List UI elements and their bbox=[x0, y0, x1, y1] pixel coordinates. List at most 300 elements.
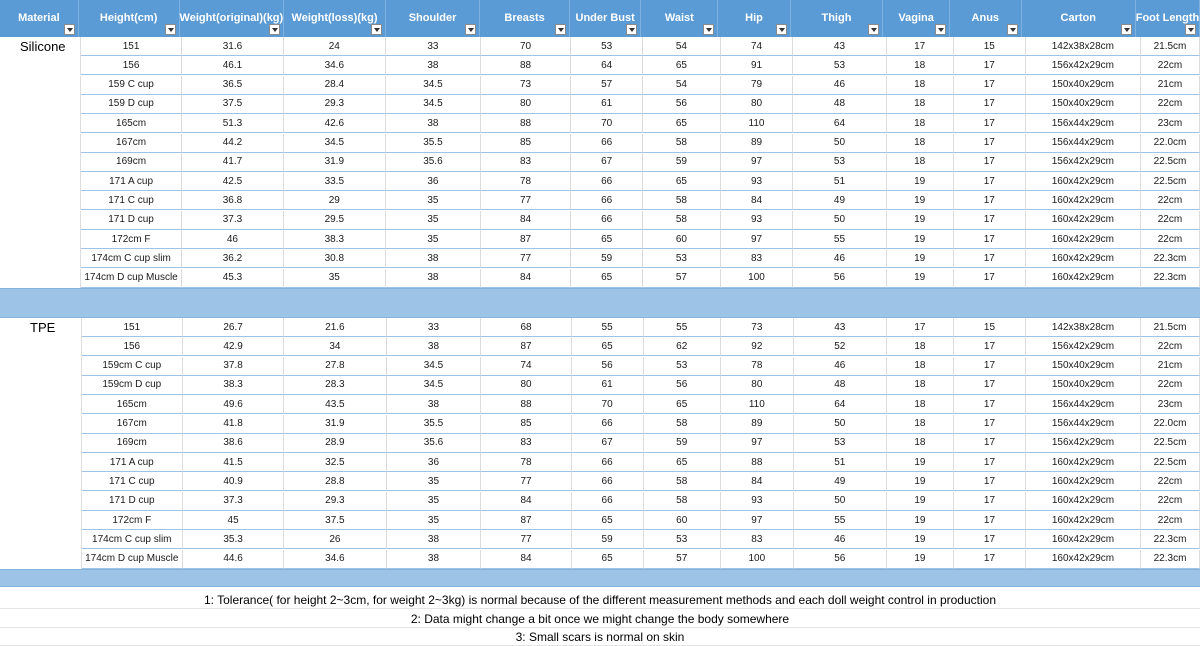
cell-foot-length: 22.5cm bbox=[1141, 172, 1200, 191]
cell-waist: 57 bbox=[643, 269, 720, 288]
table-row bbox=[0, 530, 1200, 549]
material-cell: TPE bbox=[0, 318, 82, 337]
cell-weight-original-kg: 45.3 bbox=[182, 269, 283, 288]
cell-breasts: 77 bbox=[481, 191, 571, 210]
cell-vagina: 18 bbox=[887, 153, 954, 172]
cell-hip: 84 bbox=[721, 191, 794, 210]
cell-weight-loss-kg: 29.3 bbox=[284, 492, 386, 511]
cell-weight-original-kg: 41.8 bbox=[183, 415, 284, 434]
cell-vagina: 19 bbox=[887, 269, 954, 288]
cell-shoulder: 38 bbox=[387, 337, 482, 356]
cell-shoulder: 34.5 bbox=[387, 357, 482, 376]
header-label: Height(cm) bbox=[99, 12, 158, 24]
cell-shoulder: 35 bbox=[387, 492, 482, 511]
cell-shoulder: 38 bbox=[386, 249, 481, 268]
table-row bbox=[0, 318, 1200, 337]
table-row bbox=[0, 376, 1200, 395]
cell-thigh: 46 bbox=[794, 530, 887, 549]
header-weight-original-kg bbox=[180, 0, 285, 37]
cell-weight-original-kg: 51.3 bbox=[182, 114, 283, 133]
cell-under-bust: 56 bbox=[572, 357, 644, 376]
filter-dropdown-icon[interactable] bbox=[703, 24, 714, 35]
filter-dropdown-icon[interactable] bbox=[776, 24, 787, 35]
cell-shoulder: 38 bbox=[386, 269, 481, 288]
cell-shoulder: 34.5 bbox=[386, 95, 481, 114]
material-cell bbox=[0, 191, 81, 210]
cell-waist: 60 bbox=[644, 511, 721, 530]
cell-vagina: 18 bbox=[887, 56, 954, 75]
cell-waist: 56 bbox=[643, 95, 720, 114]
cell-height-cm: 167cm bbox=[82, 415, 183, 434]
cell-breasts: 80 bbox=[481, 376, 571, 395]
table-row bbox=[0, 472, 1200, 491]
cell-breasts: 70 bbox=[481, 37, 571, 56]
cell-carton: 160x42x29cm bbox=[1026, 550, 1141, 569]
header-waist bbox=[641, 0, 718, 37]
cell-height-cm: 156 bbox=[82, 337, 183, 356]
cell-under-bust: 70 bbox=[571, 114, 643, 133]
cell-weight-loss-kg: 30.8 bbox=[284, 249, 386, 268]
cell-anus: 17 bbox=[954, 269, 1026, 288]
cell-shoulder: 34.5 bbox=[387, 376, 482, 395]
cell-foot-length: 22.0cm bbox=[1141, 415, 1200, 434]
table-row bbox=[0, 191, 1200, 210]
cell-weight-loss-kg: 26 bbox=[284, 530, 386, 549]
material-cell bbox=[0, 492, 82, 511]
cell-thigh: 64 bbox=[794, 395, 887, 414]
cell-hip: 92 bbox=[721, 337, 794, 356]
cell-vagina: 19 bbox=[887, 230, 954, 249]
cell-height-cm: 165cm bbox=[82, 395, 183, 414]
cell-anus: 17 bbox=[954, 453, 1026, 472]
cell-hip: 80 bbox=[721, 95, 794, 114]
cell-breasts: 88 bbox=[481, 56, 571, 75]
cell-hip: 100 bbox=[721, 550, 794, 569]
header-anus bbox=[950, 0, 1021, 37]
cell-weight-loss-kg: 27.8 bbox=[284, 357, 386, 376]
cell-anus: 17 bbox=[954, 415, 1026, 434]
cell-shoulder: 35 bbox=[386, 211, 481, 230]
cell-weight-original-kg: 44.2 bbox=[182, 134, 283, 153]
cell-waist: 58 bbox=[643, 191, 720, 210]
cell-under-bust: 61 bbox=[571, 95, 643, 114]
material-cell bbox=[0, 415, 82, 434]
cell-thigh: 64 bbox=[793, 114, 886, 133]
cell-breasts: 80 bbox=[481, 95, 571, 114]
cell-foot-length: 21.5cm bbox=[1141, 318, 1200, 337]
table-row bbox=[0, 453, 1200, 472]
cell-anus: 17 bbox=[954, 434, 1026, 453]
cell-anus: 17 bbox=[954, 95, 1026, 114]
table-row bbox=[0, 434, 1200, 453]
cell-anus: 15 bbox=[954, 37, 1026, 56]
cell-height-cm: 171 D cup bbox=[82, 492, 183, 511]
cell-shoulder: 33 bbox=[386, 37, 481, 56]
cell-thigh: 50 bbox=[794, 492, 887, 511]
cell-thigh: 53 bbox=[794, 434, 887, 453]
cell-breasts: 77 bbox=[481, 472, 571, 491]
cell-height-cm: 172cm F bbox=[82, 511, 183, 530]
cell-carton: 150x40x29cm bbox=[1026, 357, 1141, 376]
cell-hip: 78 bbox=[721, 357, 794, 376]
cell-waist: 65 bbox=[644, 453, 721, 472]
cell-foot-length: 21cm bbox=[1141, 76, 1200, 95]
cell-weight-original-kg: 45 bbox=[183, 511, 284, 530]
cell-thigh: 46 bbox=[793, 249, 886, 268]
cell-weight-original-kg: 37.5 bbox=[182, 95, 283, 114]
material-cell bbox=[0, 134, 81, 153]
cell-thigh: 53 bbox=[793, 153, 886, 172]
cell-breasts: 88 bbox=[481, 395, 571, 414]
cell-weight-loss-kg: 29.3 bbox=[284, 95, 386, 114]
header-label: Vagina bbox=[898, 12, 934, 24]
note-line: 1: Tolerance( for height 2~3cm, for weight 2~3kg) is normal because of the different measurement methods and each doll weight control in production bbox=[0, 591, 1200, 609]
cell-vagina: 19 bbox=[887, 492, 954, 511]
cell-hip: 79 bbox=[721, 76, 794, 95]
header-foot-length bbox=[1136, 0, 1200, 37]
cell-waist: 58 bbox=[644, 415, 721, 434]
table-row bbox=[0, 550, 1200, 569]
table-row bbox=[0, 172, 1200, 191]
cell-anus: 17 bbox=[954, 76, 1026, 95]
cell-shoulder: 35 bbox=[387, 511, 482, 530]
cell-thigh: 46 bbox=[793, 76, 886, 95]
table-row bbox=[0, 357, 1200, 376]
cell-breasts: 77 bbox=[481, 530, 571, 549]
header-under-bust bbox=[570, 0, 641, 37]
cell-weight-original-kg: 35.3 bbox=[183, 530, 284, 549]
table-row bbox=[0, 76, 1200, 95]
cell-carton: 160x42x29cm bbox=[1026, 230, 1141, 249]
cell-under-bust: 66 bbox=[572, 453, 644, 472]
cell-vagina: 19 bbox=[887, 472, 954, 491]
cell-waist: 56 bbox=[644, 376, 721, 395]
cell-height-cm: 169cm bbox=[81, 153, 182, 172]
cell-foot-length: 22cm bbox=[1141, 56, 1200, 75]
cell-vagina: 18 bbox=[887, 434, 954, 453]
cell-foot-length: 23cm bbox=[1141, 114, 1200, 133]
cell-hip: 110 bbox=[721, 395, 794, 414]
cell-weight-loss-kg: 31.9 bbox=[284, 153, 386, 172]
cell-breasts: 78 bbox=[481, 172, 571, 191]
cell-shoulder: 38 bbox=[386, 114, 481, 133]
cell-weight-loss-kg: 28.9 bbox=[284, 434, 386, 453]
cell-under-bust: 65 bbox=[571, 230, 643, 249]
filter-dropdown-icon[interactable] bbox=[165, 24, 176, 35]
cell-weight-original-kg: 46.1 bbox=[182, 56, 283, 75]
header-row bbox=[0, 0, 1200, 37]
note-line: 3: Small scars is normal on skin bbox=[0, 628, 1200, 646]
cell-hip: 88 bbox=[721, 453, 794, 472]
cell-carton: 156x42x29cm bbox=[1026, 153, 1141, 172]
table-row bbox=[0, 415, 1200, 434]
cell-vagina: 19 bbox=[887, 249, 954, 268]
cell-height-cm: 174cm C cup slim bbox=[82, 530, 183, 549]
material-cell: Silicone bbox=[0, 37, 81, 56]
cell-height-cm: 165cm bbox=[81, 114, 182, 133]
cell-thigh: 49 bbox=[794, 472, 887, 491]
cell-weight-loss-kg: 31.9 bbox=[284, 415, 386, 434]
cell-weight-loss-kg: 34.6 bbox=[284, 550, 386, 569]
cell-weight-original-kg: 40.9 bbox=[183, 472, 284, 491]
cell-waist: 59 bbox=[644, 434, 721, 453]
cell-waist: 54 bbox=[643, 76, 720, 95]
filter-dropdown-icon[interactable] bbox=[555, 24, 566, 35]
header-shoulder bbox=[386, 0, 480, 37]
cell-under-bust: 66 bbox=[571, 172, 643, 191]
material-cell bbox=[0, 211, 81, 230]
header-breasts bbox=[480, 0, 570, 37]
header-label: Hip bbox=[745, 12, 763, 24]
section-separator bbox=[0, 569, 1200, 587]
cell-under-bust: 64 bbox=[571, 56, 643, 75]
filter-dropdown-icon[interactable] bbox=[269, 24, 280, 35]
cell-height-cm: 174cm D cup Muscle bbox=[82, 550, 183, 569]
header-weight-loss-kg bbox=[284, 0, 386, 37]
cell-waist: 57 bbox=[644, 550, 721, 569]
cell-under-bust: 67 bbox=[572, 434, 644, 453]
cell-hip: 97 bbox=[721, 511, 794, 530]
cell-vagina: 19 bbox=[887, 530, 954, 549]
cell-thigh: 52 bbox=[794, 337, 887, 356]
filter-dropdown-icon[interactable] bbox=[1007, 24, 1018, 35]
cell-anus: 17 bbox=[954, 337, 1026, 356]
header-label: Thigh bbox=[821, 12, 852, 24]
material-cell bbox=[0, 76, 81, 95]
material-cell bbox=[0, 337, 82, 356]
note-line: 2: Data might change a bit once we might change the body somewhere bbox=[0, 610, 1200, 628]
cell-carton: 156x42x29cm bbox=[1026, 434, 1141, 453]
cell-height-cm: 159cm C cup bbox=[82, 357, 183, 376]
cell-vagina: 19 bbox=[887, 191, 954, 210]
cell-foot-length: 22cm bbox=[1141, 191, 1200, 210]
cell-weight-loss-kg: 34.5 bbox=[284, 134, 386, 153]
cell-under-bust: 65 bbox=[572, 511, 644, 530]
cell-breasts: 83 bbox=[481, 434, 571, 453]
cell-anus: 17 bbox=[954, 550, 1026, 569]
cell-weight-loss-kg: 34 bbox=[284, 337, 386, 356]
cell-thigh: 43 bbox=[793, 37, 886, 56]
cell-height-cm: 171 A cup bbox=[82, 453, 183, 472]
material-cell bbox=[0, 376, 82, 395]
cell-hip: 83 bbox=[721, 530, 794, 549]
filter-dropdown-icon[interactable] bbox=[371, 24, 382, 35]
cell-vagina: 17 bbox=[887, 37, 954, 56]
table-row bbox=[0, 95, 1200, 114]
cell-foot-length: 22cm bbox=[1141, 95, 1200, 114]
cell-thigh: 50 bbox=[793, 134, 886, 153]
filter-dropdown-icon[interactable] bbox=[868, 24, 879, 35]
header-label: Carton bbox=[1060, 12, 1096, 24]
cell-under-bust: 66 bbox=[571, 191, 643, 210]
cell-anus: 17 bbox=[954, 492, 1026, 511]
material-cell bbox=[0, 269, 81, 288]
header-thigh bbox=[791, 0, 884, 37]
header-label: Under Bust bbox=[575, 12, 635, 24]
cell-weight-loss-kg: 29 bbox=[284, 191, 386, 210]
material-cell bbox=[0, 172, 81, 191]
cell-hip: 84 bbox=[721, 472, 794, 491]
cell-under-bust: 65 bbox=[571, 269, 643, 288]
cell-thigh: 55 bbox=[794, 511, 887, 530]
cell-height-cm: 171 C cup bbox=[82, 472, 183, 491]
cell-height-cm: 151 bbox=[82, 318, 183, 337]
cell-breasts: 77 bbox=[481, 249, 571, 268]
cell-vagina: 17 bbox=[887, 318, 954, 337]
cell-breasts: 78 bbox=[481, 453, 571, 472]
cell-vagina: 18 bbox=[887, 376, 954, 395]
header-label: Anus bbox=[971, 12, 1000, 24]
cell-carton: 142x38x28cm bbox=[1026, 318, 1141, 337]
cell-under-bust: 66 bbox=[571, 134, 643, 153]
cell-breasts: 68 bbox=[481, 318, 571, 337]
filter-dropdown-icon[interactable] bbox=[465, 24, 476, 35]
cell-thigh: 56 bbox=[794, 550, 887, 569]
cell-under-bust: 65 bbox=[572, 550, 644, 569]
cell-thigh: 51 bbox=[793, 172, 886, 191]
cell-height-cm: 174cm C cup slim bbox=[81, 249, 182, 268]
cell-thigh: 53 bbox=[793, 56, 886, 75]
cell-hip: 89 bbox=[721, 134, 794, 153]
cell-foot-length: 22.3cm bbox=[1141, 249, 1200, 268]
material-cell bbox=[0, 230, 81, 249]
cell-waist: 53 bbox=[644, 357, 721, 376]
cell-weight-loss-kg: 37.5 bbox=[284, 511, 386, 530]
cell-height-cm: 159 C cup bbox=[81, 76, 182, 95]
cell-vagina: 19 bbox=[887, 172, 954, 191]
cell-vagina: 18 bbox=[887, 114, 954, 133]
cell-anus: 17 bbox=[954, 56, 1026, 75]
cell-carton: 150x40x29cm bbox=[1026, 376, 1141, 395]
cell-weight-loss-kg: 24 bbox=[284, 37, 386, 56]
cell-shoulder: 38 bbox=[387, 530, 482, 549]
cell-shoulder: 35.5 bbox=[386, 134, 481, 153]
cell-thigh: 49 bbox=[793, 191, 886, 210]
cell-hip: 97 bbox=[721, 230, 794, 249]
cell-weight-loss-kg: 35 bbox=[284, 269, 386, 288]
cell-carton: 160x42x29cm bbox=[1026, 453, 1141, 472]
cell-weight-original-kg: 37.3 bbox=[182, 211, 283, 230]
cell-shoulder: 38 bbox=[386, 56, 481, 75]
cell-under-bust: 70 bbox=[572, 395, 644, 414]
cell-breasts: 84 bbox=[481, 211, 571, 230]
cell-waist: 62 bbox=[644, 337, 721, 356]
cell-under-bust: 66 bbox=[571, 211, 643, 230]
cell-shoulder: 38 bbox=[387, 550, 482, 569]
cell-foot-length: 22cm bbox=[1141, 230, 1200, 249]
header-label: Breasts bbox=[504, 12, 545, 24]
table-row bbox=[0, 153, 1200, 172]
cell-anus: 17 bbox=[954, 134, 1026, 153]
cell-carton: 150x40x29cm bbox=[1026, 76, 1141, 95]
table-row bbox=[0, 395, 1200, 414]
cell-waist: 58 bbox=[643, 134, 720, 153]
filter-dropdown-icon[interactable] bbox=[626, 24, 637, 35]
cell-weight-original-kg: 37.8 bbox=[183, 357, 284, 376]
cell-weight-loss-kg: 28.8 bbox=[284, 472, 386, 491]
cell-under-bust: 53 bbox=[571, 37, 643, 56]
cell-weight-loss-kg: 28.3 bbox=[284, 376, 386, 395]
header-hip bbox=[718, 0, 790, 37]
table-row bbox=[0, 269, 1200, 288]
cell-carton: 150x40x29cm bbox=[1026, 95, 1141, 114]
cell-foot-length: 22.3cm bbox=[1141, 269, 1200, 288]
cell-shoulder: 34.5 bbox=[386, 76, 481, 95]
filter-dropdown-icon[interactable] bbox=[1121, 24, 1132, 35]
cell-breasts: 84 bbox=[481, 550, 571, 569]
cell-under-bust: 57 bbox=[571, 76, 643, 95]
cell-anus: 17 bbox=[954, 211, 1026, 230]
cell-weight-original-kg: 41.7 bbox=[182, 153, 283, 172]
cell-vagina: 18 bbox=[887, 337, 954, 356]
filter-dropdown-icon[interactable] bbox=[935, 24, 946, 35]
cell-anus: 17 bbox=[954, 230, 1026, 249]
table-row bbox=[0, 511, 1200, 530]
cell-height-cm: 159cm D cup bbox=[82, 376, 183, 395]
cell-hip: 93 bbox=[721, 211, 794, 230]
header-label: Weight(loss)(kg) bbox=[291, 12, 378, 24]
cell-anus: 17 bbox=[954, 153, 1026, 172]
cell-waist: 59 bbox=[643, 153, 720, 172]
cell-vagina: 19 bbox=[887, 453, 954, 472]
table-row bbox=[0, 56, 1200, 75]
cell-anus: 17 bbox=[954, 114, 1026, 133]
filter-dropdown-icon[interactable] bbox=[64, 24, 75, 35]
cell-carton: 156x42x29cm bbox=[1026, 56, 1141, 75]
cell-thigh: 46 bbox=[794, 357, 887, 376]
cell-carton: 160x42x29cm bbox=[1026, 269, 1141, 288]
material-cell bbox=[0, 511, 82, 530]
cell-height-cm: 171 A cup bbox=[81, 172, 182, 191]
cell-foot-length: 22.3cm bbox=[1141, 550, 1200, 569]
cell-thigh: 50 bbox=[794, 415, 887, 434]
cell-hip: 83 bbox=[721, 249, 794, 268]
cell-anus: 17 bbox=[954, 172, 1026, 191]
header-label: Weight(original)(kg) bbox=[179, 12, 284, 24]
cell-hip: 97 bbox=[721, 153, 794, 172]
cell-under-bust: 55 bbox=[572, 318, 644, 337]
cell-vagina: 18 bbox=[887, 134, 954, 153]
cell-breasts: 87 bbox=[481, 230, 571, 249]
cell-anus: 17 bbox=[954, 191, 1026, 210]
cell-weight-original-kg: 49.6 bbox=[183, 395, 284, 414]
cell-foot-length: 21cm bbox=[1141, 357, 1200, 376]
cell-carton: 160x42x29cm bbox=[1026, 249, 1141, 268]
cell-foot-length: 22cm bbox=[1141, 211, 1200, 230]
cell-thigh: 48 bbox=[793, 95, 886, 114]
cell-weight-original-kg: 38.6 bbox=[183, 434, 284, 453]
cell-foot-length: 22.5cm bbox=[1141, 453, 1200, 472]
material-cell bbox=[0, 56, 81, 75]
cell-carton: 160x42x29cm bbox=[1026, 472, 1141, 491]
cell-weight-loss-kg: 43.5 bbox=[284, 395, 386, 414]
cell-height-cm: 159 D cup bbox=[81, 95, 182, 114]
cell-waist: 55 bbox=[644, 318, 721, 337]
table-row bbox=[0, 114, 1200, 133]
cell-weight-loss-kg: 29.5 bbox=[284, 211, 386, 230]
cell-foot-length: 21.5cm bbox=[1141, 37, 1200, 56]
cell-shoulder: 35.6 bbox=[386, 153, 481, 172]
filter-dropdown-icon[interactable] bbox=[1185, 24, 1196, 35]
cell-carton: 160x42x29cm bbox=[1026, 530, 1141, 549]
cell-vagina: 19 bbox=[887, 211, 954, 230]
header-label: Foot Length bbox=[1135, 12, 1200, 24]
cell-waist: 54 bbox=[643, 37, 720, 56]
cell-carton: 160x42x29cm bbox=[1026, 492, 1141, 511]
cell-hip: 91 bbox=[721, 56, 794, 75]
cell-breasts: 87 bbox=[481, 511, 571, 530]
cell-vagina: 18 bbox=[887, 395, 954, 414]
